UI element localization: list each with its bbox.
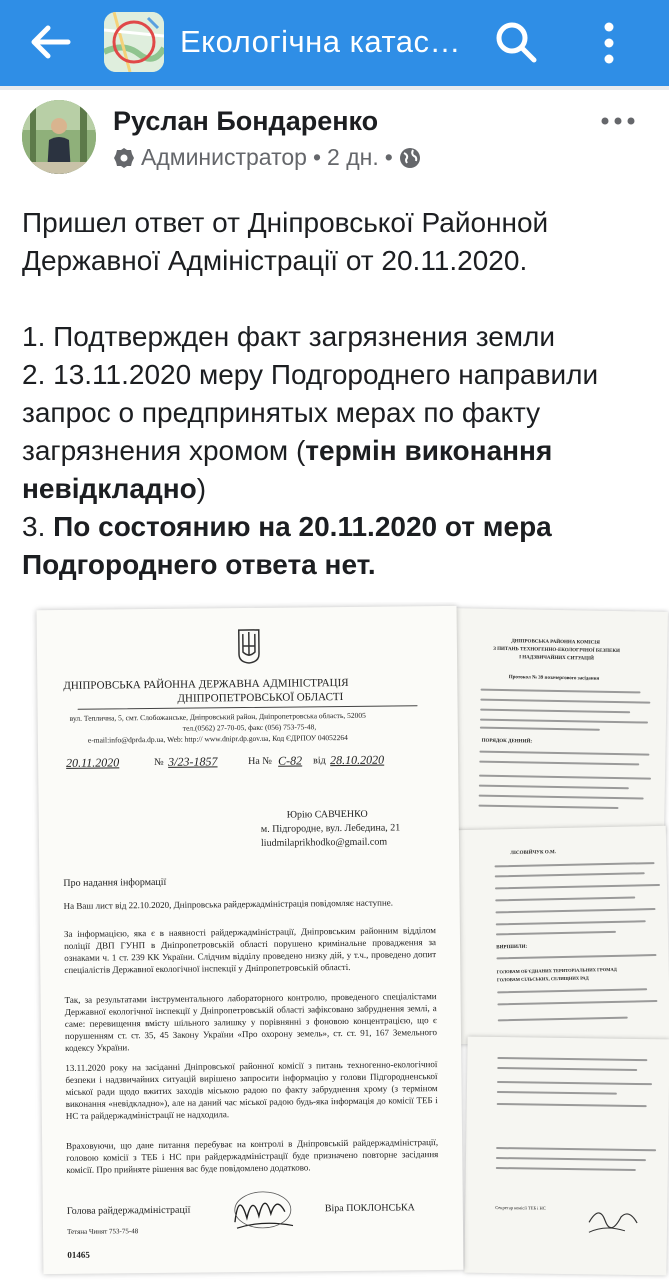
doc-page-decision xyxy=(454,826,669,1044)
signature-icon xyxy=(229,1182,300,1239)
doc-paragraph-2: За інформацією, яка є в наявності райдержадміністрації, Дніпровським районним відділом поліції ДВП ГУНП в Дніпропетровській області порушено кримінальне провадження за ознаками ч. 1 ст. 239 КК України. Слідчим відділу проведено низку дій, у т.ч., проведено допит спеціалістів Державної екологічної інспекції у Дніпропетровській області. xyxy=(63,925,437,975)
doc-date: 20.11.2020 xyxy=(66,755,120,770)
doc-paragraph-1: На Ваш лист від 22.10.2020, Дніпровська райдержадміністрація повідомляє наступне. xyxy=(63,897,394,911)
post-item-1: 1. Подтвержден факт загрязнения земли xyxy=(22,321,556,352)
app-bar xyxy=(0,0,669,86)
doc-org-line-2: ДНІПРОПЕТРОВСЬКОЇ ОБЛАСТІ xyxy=(177,691,344,705)
doc-sign-name: Віра ПОКЛОНСЬКА xyxy=(324,1202,415,1215)
post-intro: Пришел ответ от Дніпровської Районной Державної Адміністрації от 20.11.2020. xyxy=(22,207,549,276)
map-thumbnail-icon xyxy=(104,12,164,72)
search-icon[interactable] xyxy=(494,20,538,64)
admin-badge-icon xyxy=(113,147,135,169)
post-text xyxy=(22,204,650,584)
attached-photo[interactable] xyxy=(0,602,669,1280)
group-title[interactable]: Екологічна катас… xyxy=(180,24,462,59)
protocol-title: Протокол № 39 позачергового засідання xyxy=(508,675,600,682)
back-arrow-icon[interactable] xyxy=(28,22,72,62)
protocol-heads-2: ГОЛОВАМ СІЛЬСЬКИХ, СЕЛИЩНИХ РАД xyxy=(496,975,589,983)
doc-paragraph-4: 13.11.2020 року на засіданні Дніпровської районної комісії з питань техногенно-екологічної безпеки і надзвичайних ситуацій вирішено запросити інформацію у голови Підгородненської міської ради щодо вжитих заходів міською радою по факту забруднення хрому (з терміном виконання «невідкладно»), але на даний час міської радою будь-яка інформація до комісії ТЕБ і НС та райдержадміністрації не надходила. xyxy=(65,1059,438,1121)
protocol-agenda: ПОРЯДОК ДЕННИЙ: xyxy=(481,738,533,745)
avatar[interactable] xyxy=(22,100,96,174)
post-header xyxy=(0,90,669,184)
meta-dot: • xyxy=(312,144,322,170)
ukraine-trident-icon xyxy=(237,628,261,664)
doc-phone: тел.(0562) 27-70-05, факс (056) 753-75-48, xyxy=(182,722,317,733)
post-time[interactable]: 2 дн. xyxy=(327,144,379,170)
doc-sign-title: Голова райдержадміністрації xyxy=(66,1204,191,1217)
post-item-3: 3. По состоянию на 20.11.2020 от мера Подгороднего ответа нет. xyxy=(22,511,552,580)
doc-ref-date: 28.10.2020 xyxy=(330,752,385,768)
protocol-head-3: І НАДЗВИЧАЙНИХ СИТУАЦІЙ xyxy=(519,655,594,662)
more-horizontal-icon[interactable] xyxy=(600,116,636,126)
author-role: Администратор xyxy=(141,144,307,170)
doc-ref-label: На № xyxy=(248,755,272,768)
person-photo-icon xyxy=(22,100,96,174)
author-name[interactable]: Руслан Бондаренко xyxy=(113,106,379,136)
signature-icon xyxy=(585,1198,646,1239)
doc-recipient-name: Юрію САВЧЕНКО xyxy=(286,808,368,821)
doc-page-signatures xyxy=(464,1037,669,1276)
protocol-head-1: ДНІПРОВСЬКА РАЙОННА КОМІСІЯ xyxy=(511,639,600,646)
doc-page-letter: ДНІПРОВСЬКА РАЙОННА ДЕРЖАВНА АДМІНІСТРАЦІЯ ДНІПРОПЕТРОВСЬКОЇ ОБЛАСТІ вул. Теплична, 5, смт. Слобожанське, Дніпровський район, Дніпропетровська область, 52005 тел.(0562) 27-70-05, факс (056) 753-75-48, e-mail:info@dprda.dp.ua, Web: http:// www.dnipr.dp.gov.ua, Код ЄДРПОУ 04052264 20.11.2020 № 3/23-1857 На № С-82 від 28.10.2020 Юрію САВЧЕНКО м. Підгородне, вул. Лебедина, 21 liudmilaprikhodko@gmail.com Про надання інформації На Ваш лист від 22.10.2020, Дніпровська райдержадміністрація повідомляє наступне. За інформацією, яка є в наявності райдержадміністрації, Дніпровським районним відділом поліції ДВП ГУНП в Дніпропетровській області порушено кримінальне провадження за ознаками ч. 1 ст. 239 КК України. Слідчим відділу проведено низку дій, у т.ч., проведено допит спеціалістів Державної екологічної інспекції у Дніпропетровській області. Так, за результатами інструментального лабораторного контролю, проведеного спеціалістами Державної екологічної інспекції у Дніпропетровській області зафіксовано забруднення землі, а саме: перевищення вмісту шільного залишку у порівнянні з фоновою концентрацією, що є порушенням ст. ст. 35, 45 Закону України «Про охорону земель», ст. ст. 91, 167 Земельного кодексу України. 13.11.2020 року на засіданні Дніпровської районної комісії з питань техногенно-екологічної безпеки і надзвичайних ситуацій вирішено запросити інформацію у голови Підгородненської міської ради щодо вжитих заходів міською радою по факту забруднення хрому (з терміном виконання «невідкладно»), але на даний час міської радою будь-яка інформація до комісії ТЕБ і НС та райдержадміністрації не надходила. Враховуючи, що дане питання перебуває на контролі в Дніпровській райдержадміністрації, головою комісії з ТЕБ і НС при райдержадміністрації буде призначено повторне засідання комісії. Про прийняте рішення вас буде повідомлено додатково. Голова райдержадміністрації Віра ПОКЛОНСЬКА Тетяна Чинят 753-75-48 01465 xyxy=(37,606,464,1274)
doc-org-line-1: ДНІПРОВСЬКА РАЙОННА ДЕРЖАВНА АДМІНІСТРАЦІЯ xyxy=(63,676,349,692)
meta-dot: • xyxy=(384,144,393,170)
group-thumbnail[interactable] xyxy=(104,12,164,72)
post-item-3-bold: По состоянию на 20.11.2020 от мера Подгороднего ответа нет. xyxy=(22,511,552,580)
protocol-head-2: З ПИТАНЬ ТЕХНОГЕННО-ЕКОЛОГІЧНОЇ БЕЗПЕКИ xyxy=(493,646,620,655)
doc-subject: Про надання інформації xyxy=(63,876,167,889)
doc-page-protocol xyxy=(450,608,668,834)
post-item-2: 2. 13.11.2020 меру Подгороднего направили запрос о предпринятых мерах по факту загрязнения хромом (термін виконання невідкладно) xyxy=(22,359,599,504)
protocol-exec: ЛІСОВІЙЧУК О.М. xyxy=(510,850,556,857)
more-vertical-icon[interactable] xyxy=(594,20,624,66)
doc-number: 3/23-1857 xyxy=(168,754,218,769)
doc-address: вул. Теплична, 5, смт. Слобожанське, Дніпровський район, Дніпропетровська область, 52005 xyxy=(69,710,366,723)
doc-recipient-address: м. Підгородне, вул. Лебедина, 21 xyxy=(260,822,401,835)
doc-email: e-mail:info@dprda.dp.ua, Web: http:// www.dnipr.dp.gov.ua, Код ЄДРПОУ 04052264 xyxy=(87,732,348,745)
doc-code: 01465 xyxy=(67,1249,90,1260)
post-item-2-bold: термін виконання невідкладно xyxy=(22,435,553,504)
doc-ref-date-label: від xyxy=(313,755,326,767)
doc-paragraph-3: Так, за результатами інструментального лабораторного контролю, проведеного спеціалістами Державної екологічної інспекції у Дніпропетровській області зафіксовано забруднення землі, а саме: перевищення вмісту шільного залишку у порівнянні з фоновою концентрацією, що є порушенням ст. ст. 35, 45 Закону України «Про охорону земель», ст. ст. 91, 167 Земельного кодексу України. xyxy=(64,991,438,1053)
doc-ref-number: С-82 xyxy=(278,753,303,768)
doc-paragraph-5: Враховуючи, що дане питання перебуває на контролі в Дніпровській райдержадміністрації, головою комісії з ТЕБ і НС при райдержадміністрації буде призначено повторне засідання комісії. Про прийняте рішення вас буде повідомлено додатково. xyxy=(66,1137,439,1175)
protocol-heads: ГОЛОВАМ ОБ'ЄДНАНИХ ТЕРИТОРІАЛЬНИХ ГРОМАД xyxy=(496,966,617,975)
globe-icon xyxy=(399,147,421,169)
doc-executor: Тетяна Чинят 753-75-48 xyxy=(67,1227,139,1236)
protocol-decided: ВИРІШИЛИ: xyxy=(496,944,528,951)
protocol-secretary: Секретар комісії ТЕБ і НС xyxy=(495,1205,546,1211)
doc-recipient-email: liudmilaprikhodko@gmail.com xyxy=(260,836,388,849)
post-meta xyxy=(113,144,421,171)
